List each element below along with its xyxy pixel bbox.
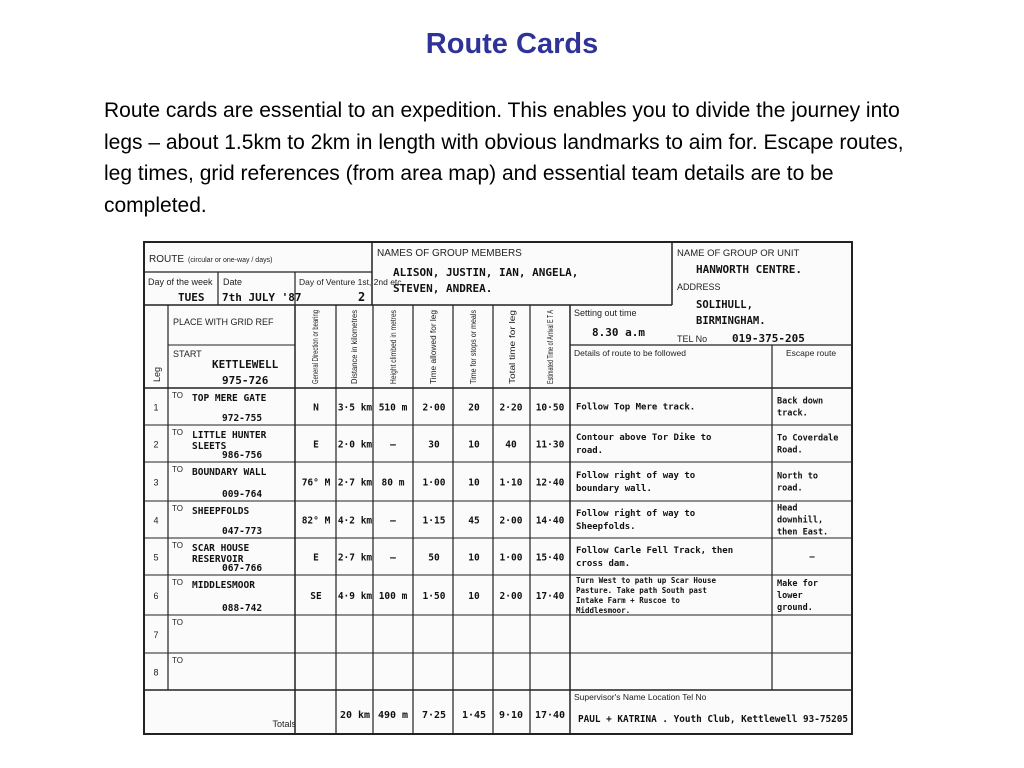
leg-number: 3 (153, 477, 159, 488)
leg-time: 1·00 (422, 477, 446, 489)
leg-height: 510 m (378, 402, 408, 414)
leg-eta: 10·50 (535, 402, 565, 414)
leg-escape: lower (777, 591, 803, 601)
leg-details: Pasture. Take path South past (576, 586, 707, 595)
leg-dir: SE (310, 591, 322, 602)
leg-place: BOUNDARY WALL (192, 467, 267, 478)
total-time: 7·25 (421, 710, 447, 721)
col-place-header: PLACE WITH GRID REF (173, 317, 274, 327)
leg-height: – (390, 515, 396, 527)
names-line-2: STEVEN, ANDREA. (393, 282, 493, 295)
leg-grid: 972-755 (222, 413, 263, 424)
leg-place: SCAR HOUSE (192, 543, 250, 554)
leg-place: TOP MERE GATE (192, 393, 267, 404)
leg-details: Follow right of way to (576, 471, 696, 481)
col-escape-header: Escape route (786, 348, 837, 358)
leg-number: 2 (153, 439, 159, 450)
leg-total: 40 (505, 439, 517, 451)
leg-stops: 10 (468, 477, 480, 489)
leg-height: 80 m (381, 477, 405, 489)
leg-details: cross dam. (576, 559, 631, 569)
leg-dist: 2·7 km (337, 477, 373, 489)
leg-time: 1·15 (422, 515, 446, 527)
to-label: TO (172, 391, 183, 400)
leg-dist: 2·7 km (337, 552, 373, 564)
leg-time: 50 (428, 552, 440, 564)
col-height-header: Height climbed in metres (389, 295, 398, 384)
leg-details: boundary wall. (576, 484, 652, 494)
start-place: KETTLEWELL (212, 358, 279, 371)
leg-escape: downhill, (777, 515, 824, 526)
leg-total: 1·10 (499, 477, 523, 489)
leg-details: Contour above Tor Dike to (576, 433, 712, 443)
route-label: ROUTE (149, 254, 184, 265)
leg-number: 1 (153, 402, 159, 413)
col-details-header: Details of route to be followed (574, 348, 686, 358)
day-of-venture-label: Day of Venture 1st, 2nd etc (299, 277, 402, 287)
start-label: START (173, 349, 202, 359)
setting-out-value: 8.30 a.m (592, 326, 645, 339)
leg-number: 7 (153, 630, 159, 640)
leg-place: MIDDLESMOOR (192, 580, 255, 591)
total-stops: 1·45 (461, 710, 487, 721)
leg-grid: 088-742 (222, 603, 263, 614)
leg-time: 2·00 (422, 402, 446, 414)
leg-place: LITTLE HUNTER (192, 430, 267, 441)
to-label: TO (172, 541, 183, 550)
to-label: TO (172, 618, 183, 627)
leg-escape: road. (777, 483, 803, 494)
leg-escape: — (809, 552, 815, 563)
setting-out-label: Setting out time (574, 308, 637, 318)
names-label: NAMES OF GROUP MEMBERS (377, 248, 522, 259)
leg-details: Follow Top Mere track. (576, 402, 696, 413)
to-label: TO (172, 428, 183, 437)
totals-label: Totals (272, 719, 296, 729)
leg-escape: To Coverdale (777, 433, 839, 444)
leg-eta: 12·40 (535, 477, 565, 489)
to-label: TO (172, 504, 183, 513)
day-of-week-value: TUES (178, 291, 205, 304)
leg-number: 5 (153, 552, 159, 563)
total-height: 490 m (377, 710, 409, 721)
col-leg-header: Leg (152, 366, 162, 382)
leg-place: SHEEPFOLDS (192, 506, 250, 517)
leg-dir: E (313, 552, 319, 564)
leg-grid: 986-756 (222, 450, 263, 461)
leg-place: SLEETS (192, 441, 227, 452)
leg-height: – (390, 552, 396, 564)
leg-stops: 10 (468, 591, 480, 602)
leg-total: 2·20 (499, 402, 523, 414)
tel-value: 019-375-205 (732, 332, 805, 345)
col-distance-header: Distance in kilometres (350, 305, 359, 384)
leg-dist: 4·9 km (337, 591, 373, 602)
leg-details: road. (576, 446, 604, 456)
address-label: ADDRESS (677, 282, 721, 292)
names-line-1: ALISON, JUSTIN, IAN, ANGELA, (393, 266, 579, 279)
leg-details: Sheepfolds. (576, 522, 636, 532)
leg-eta: 14·40 (535, 515, 565, 527)
leg-total: 1·00 (499, 552, 523, 564)
date-label: Date (223, 277, 243, 287)
leg-escape: North to (777, 471, 818, 482)
supervisor-value: PAUL + KATRINA . Youth Club, Kettlewell 93-75205 (578, 714, 849, 725)
leg-eta: 17·40 (535, 591, 565, 602)
col-total-header: Total time for leg (508, 325, 517, 384)
group-name: HANWORTH CENTRE. (696, 263, 802, 276)
page-title: Route Cards (425, 28, 599, 60)
tel-label: TEL No (677, 334, 708, 344)
total-leg-time: 9·10 (498, 710, 524, 721)
leg-height: 100 m (378, 591, 408, 602)
route-hint: (circular or one-way / days) (188, 257, 273, 264)
leg-escape: then East. (777, 527, 829, 538)
leg-number: 6 (153, 591, 159, 601)
group-label: NAME OF GROUP OR UNIT (677, 248, 800, 259)
leg-place: RESERVOIR (192, 554, 244, 565)
leg-escape: Head (777, 503, 798, 514)
date-value: 7th JULY '87 (222, 291, 302, 304)
col-direction-header: General Direction or bearing (311, 283, 320, 384)
leg-total: 2·00 (499, 515, 523, 527)
leg-stops: 10 (468, 552, 480, 564)
to-label: TO (172, 656, 183, 665)
leg-number: 8 (153, 667, 159, 678)
to-label: TO (172, 465, 183, 474)
leg-grid: 067-766 (222, 563, 263, 574)
start-grid: 975-726 (222, 374, 269, 387)
leg-dist: 3·5 km (337, 402, 373, 414)
leg-escape: track. (777, 408, 808, 419)
leg-details: Follow Carle Fell Track, then (576, 546, 734, 556)
day-of-week-label: Day of the week (148, 277, 213, 287)
leg-escape: ground. (777, 603, 813, 613)
leg-total: 2·00 (499, 591, 523, 602)
leg-stops: 45 (468, 515, 480, 527)
leg-dist: 2·0 km (337, 439, 373, 451)
leg-stops: 20 (468, 402, 480, 414)
col-stops-header: Time for stops or meals (469, 300, 478, 384)
leg-grid: 047-773 (222, 526, 263, 537)
leg-dir: N (313, 402, 319, 414)
supervisor-label: Supervisor's Name Location Tel No (574, 692, 707, 702)
leg-stops: 10 (468, 439, 480, 451)
day-of-venture-value: 2 (358, 290, 366, 304)
leg-grid: 009-764 (222, 489, 263, 500)
leg-height: – (390, 439, 396, 451)
leg-details: Follow right of way to (576, 509, 696, 519)
leg-escape: Road. (777, 445, 803, 456)
leg-number: 4 (153, 515, 159, 526)
leg-time: 1·50 (422, 591, 446, 602)
col-time-allowed-header: Time allowed for leg (429, 312, 438, 384)
leg-dist: 4·2 km (337, 515, 373, 527)
leg-details: Turn West to path up Scar House (576, 576, 716, 585)
leg-eta: 11·30 (535, 439, 565, 451)
address-line-1: SOLIHULL, (696, 299, 753, 311)
intro-paragraph: Route cards are essential to an expedition. This enables you to divide the journey into legs – about 1.5km to 2km in length with obvious landmarks to aim for. Escape routes, leg times, grid references (from area map) and essential team details are to be completed. (104, 99, 904, 217)
to-label: TO (172, 578, 183, 587)
total-eta: 17·40 (534, 710, 566, 721)
leg-details: Middlesmoor. (576, 606, 631, 615)
leg-dir: 76° M (301, 477, 331, 489)
leg-escape: Back down (777, 396, 824, 407)
col-eta-header: Estimated Time of Arrival E T A (546, 274, 555, 384)
leg-dir: 82° M (301, 515, 331, 527)
leg-time: 30 (428, 439, 440, 451)
leg-dir: E (313, 439, 319, 451)
leg-escape: Make for (777, 579, 818, 589)
address-line-2: BIRMINGHAM. (696, 315, 766, 327)
leg-details: Intake Farm + Ruscoe to (576, 596, 680, 605)
total-distance: 20 km (339, 710, 371, 721)
leg-eta: 15·40 (535, 552, 565, 564)
